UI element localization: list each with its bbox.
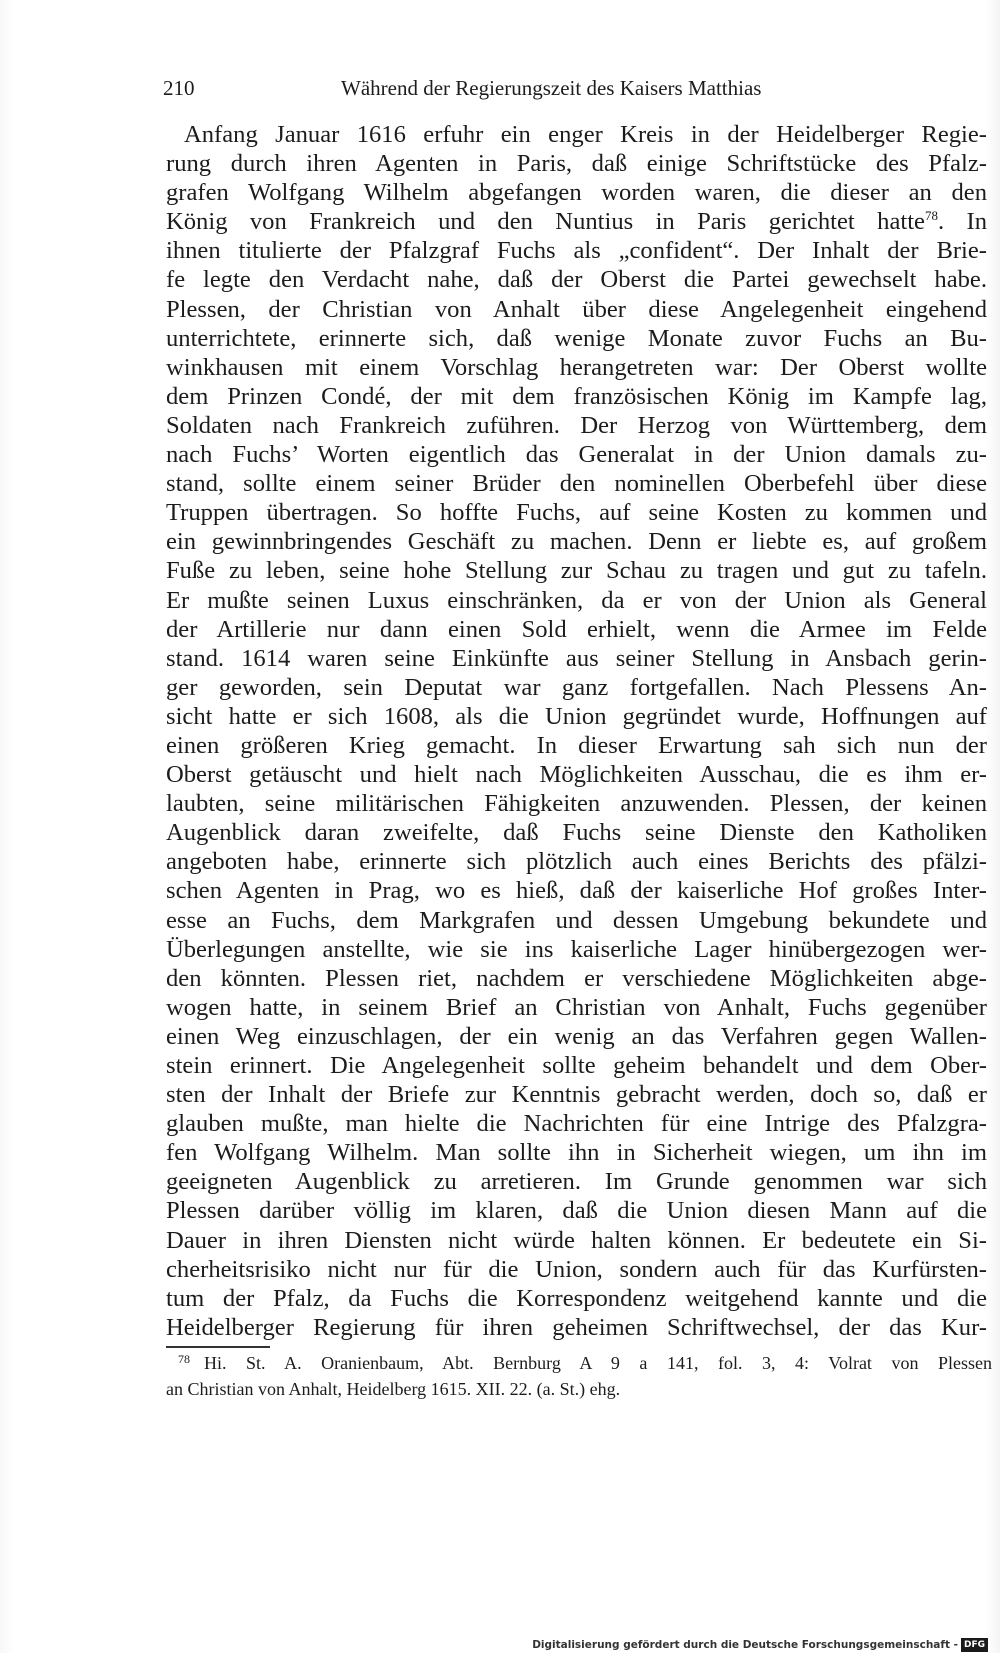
text-line: Überlegungen anstellte, wie sie ins kaiserliche Lager hinübergezogen wer- <box>166 935 987 963</box>
text-line: den könnten. Plessen riet, nachdem er verschiedene Möglichkeiten abge- <box>166 964 987 992</box>
text-line: dem Prinzen Condé, der mit dem französischen König im Kampfe lag, <box>166 382 987 410</box>
text-line: winkhausen mit einem Vorschlag herangetreten war: Der Oberst wollte <box>166 353 987 381</box>
text-line: laubten, seine militärischen Fähigkeiten anzuwenden. Plessen, der keinen <box>166 790 987 818</box>
text-line: rung durch ihren Agenten in Paris, daß einige Schriftstücke des Pfalz- <box>166 150 987 178</box>
text-line: grafen Wolfgang Wilhelm abgefangen worden waren, die dieser an den <box>166 179 987 207</box>
text-line: Oberst getäuscht und hielt nach Möglichkeiten Ausschau, die es ihm er- <box>166 761 987 789</box>
page-number: 210 <box>163 76 195 100</box>
text-line: wogen hatte, in seinem Brief an Christian von Anhalt, Fuchs gegenüber <box>166 993 987 1021</box>
text-line-content: König von Frankreich und den Nuntius in Paris gerichtet hatte <box>166 208 925 236</box>
running-head: Während der Regierungszeit des Kaisers Matthias <box>341 76 762 100</box>
footnote-line <box>166 1350 992 1376</box>
text-line: Dauer in ihren Diensten nicht würde halten können. Er bedeutete ein Si- <box>166 1226 987 1254</box>
text-line: fen Wolfgang Wilhelm. Man sollte ihn in Sicherheit wiegen, um ihn im <box>166 1139 987 1167</box>
footnote-marker: 78 <box>178 1352 190 1366</box>
footnote-divider <box>166 1346 270 1348</box>
text-line: Er mußte seinen Luxus einschränken, da er von der Union als General <box>166 586 987 614</box>
text-line: Truppen übertragen. So hoffte Fuchs, auf seine Kosten zu kommen und <box>166 499 987 527</box>
text-line: angeboten habe, erinnerte sich plötzlich auch eines Berichts des pfälzi- <box>166 848 987 876</box>
credit-text: Digitalisierung gefördert durch die Deutsche Forschungsgemeinschaft - <box>532 1639 958 1651</box>
text-line: sten der Inhalt der Briefe zur Kenntnis gebracht werden, doch so, daß er <box>166 1081 987 1109</box>
text-line: tum der Pfalz, da Fuchs die Korrespondenz weitgehend kannte und die <box>166 1284 987 1312</box>
text-line: ihnen titulierte der Pfalzgraf Fuchs als „confident“. Der Inhalt der Brie- <box>166 237 987 265</box>
footnote-line: an Christian von Anhalt, Heidelberg 1615. XII. 22. (a. St.) ehg. <box>166 1379 621 1399</box>
text-line: Plessen, der Christian von Anhalt über diese Angelegenheit eingehend <box>166 295 987 323</box>
text-line: schen Agenten in Prag, wo es hieß, daß der kaiserliche Hof großes Inter- <box>166 877 987 905</box>
dfg-logo: DFG <box>961 1638 988 1652</box>
text-line: Plessen darüber völlig im klaren, daß die Union diesen Mann auf die <box>166 1197 987 1225</box>
text-line: einen größeren Krieg gemacht. In dieser Erwartung sah sich nun der <box>166 731 987 759</box>
footnote-reference[interactable]: 78 <box>924 208 938 224</box>
text-line: cherheitsrisiko nicht nur für die Union, sondern auch für das Kurfürsten- <box>166 1255 987 1283</box>
text-line: stand. 1614 waren seine Einkünfte aus seiner Stellung in Ansbach gerin- <box>166 644 987 672</box>
text-line: glauben mußte, man hielte die Nachrichten für eine Intrige des Pfalzgra- <box>166 1110 987 1138</box>
text-line: stein erinnert. Die Angelegenheit sollte geheim behandelt und dem Ober- <box>166 1052 987 1079</box>
footnotes <box>166 1350 992 1402</box>
text-line: fe legte den Verdacht nahe, daß der Oberst die Partei gewechselt habe. <box>166 266 987 294</box>
text-line: Anfang Januar 1616 erfuhr ein enger Kreis in der Heidelberger Regie- <box>184 121 987 148</box>
text-line: ger geworden, sein Deputat war ganz fortgefallen. Nach Plessens An- <box>166 673 987 701</box>
page-header <box>163 76 803 106</box>
text-line: ein gewinnbringendes Geschäft zu machen. Denn er liebte es, auf großem <box>166 528 987 556</box>
text-line: stand, sollte einem seiner Brüder den nominellen Oberbefehl über diese <box>166 470 987 498</box>
text-line: nach Fuchs’ Worten eigentlich das Generalat in der Union damals zu- <box>166 441 987 469</box>
text-line: Augenblick daran zweifelte, daß Fuchs seine Dienste den Katholiken <box>166 819 987 847</box>
text-line-tail: . In <box>937 208 987 236</box>
text-line: geeigneten Augenblick zu arretieren. Im Grunde genommen war sich <box>166 1168 987 1196</box>
text-line: Fuße zu leben, seine hohe Stellung zur Schau zu tragen und gut zu tafeln. <box>166 557 987 585</box>
text-line: unterrichtete, erinnerte sich, daß wenige Monate zuvor Fuchs an Bu- <box>166 324 987 352</box>
text-line: Soldaten nach Frankreich zuführen. Der Herzog von Württemberg, dem <box>166 411 987 439</box>
text-line: der Artillerie nur dann einen Sold erhielt, wenn die Armee im Felde <box>166 615 987 643</box>
text-line <box>166 207 987 236</box>
footnote-text: Hi. St. A. Oranienbaum, Abt. Bernburg A 9 a 141, fol. 3, 4: Volrat von Plessen <box>204 1353 992 1373</box>
digitization-credit <box>532 1638 988 1652</box>
body-text <box>166 120 987 1342</box>
text-line: einen Weg einzuschlagen, der ein wenig an das Verfahren gegen Wallen- <box>166 1022 987 1050</box>
text-line: Heidelberger Regierung für ihren geheimen Schriftwechsel, der das Kur- <box>166 1313 987 1341</box>
text-line: sicht hatte er sich 1608, als die Union gegründet wurde, Hoffnungen auf <box>166 702 987 730</box>
text-line: esse an Fuchs, dem Markgrafen und dessen Umgebung bekundete und <box>166 906 987 934</box>
